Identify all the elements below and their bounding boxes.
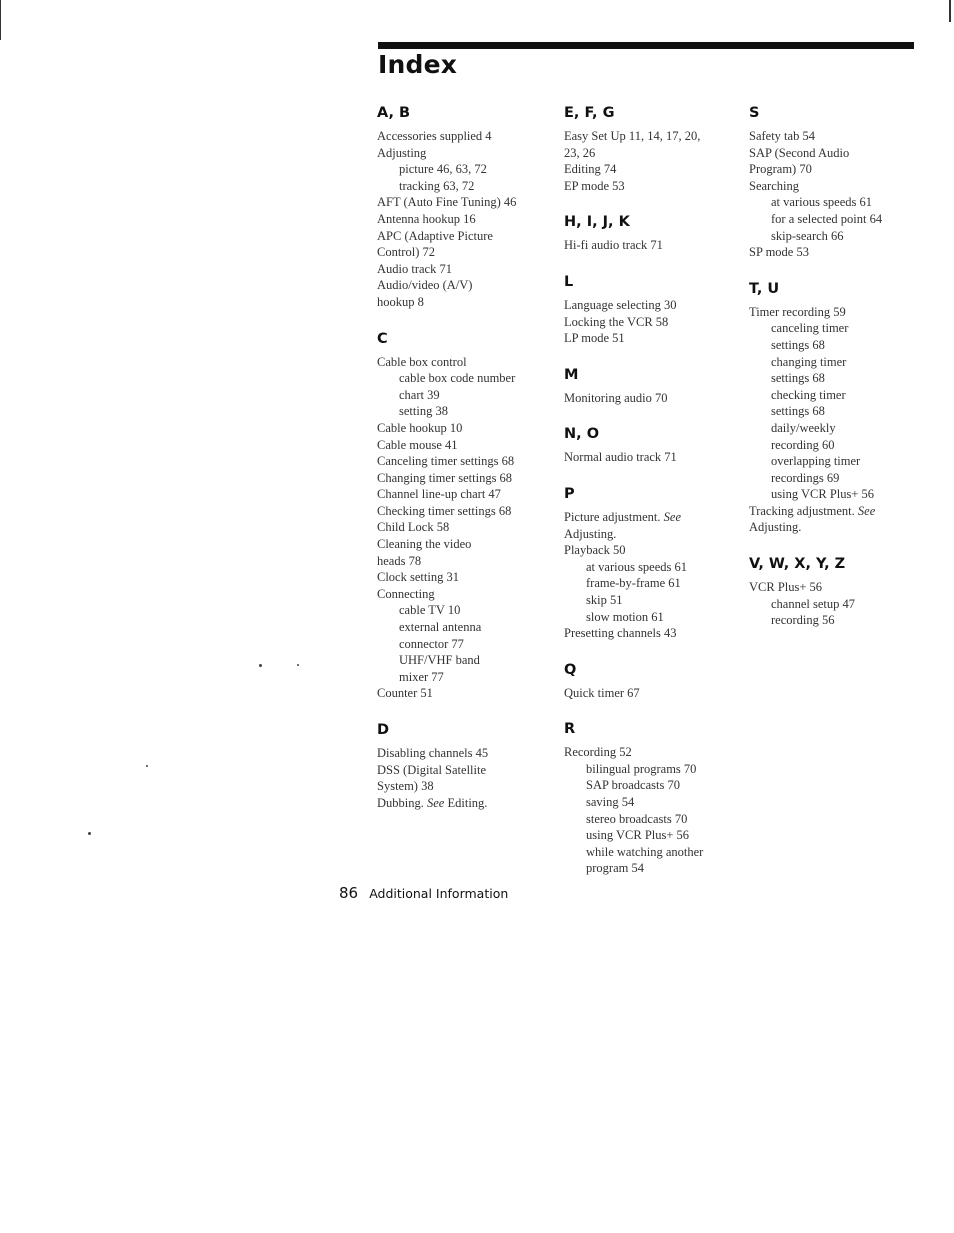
index-entry [377, 586, 547, 603]
entry-text: settings 68 [771, 371, 825, 386]
entry-text: APC (Adaptive Picture [377, 228, 493, 243]
index-subentry [564, 827, 734, 844]
index-subentry [749, 486, 919, 503]
index-subentry [564, 777, 734, 794]
index-entry [564, 128, 734, 161]
entry-line [564, 128, 734, 145]
index-entry [564, 297, 734, 314]
entry-line [377, 145, 547, 162]
index-column-2 [564, 103, 734, 895]
entry-text: changing timer [771, 354, 847, 369]
entry-text: tracking 63, 72 [399, 178, 475, 193]
index-entry [377, 519, 547, 536]
entry-text: DSS (Digital Satellite [377, 762, 487, 777]
entry-line [771, 453, 919, 470]
scan-speck [259, 664, 262, 667]
index-subentry [749, 387, 919, 420]
index-section [564, 424, 734, 466]
entry-line [771, 470, 919, 487]
index-entry [377, 795, 547, 812]
index-subentry [564, 559, 734, 576]
entry-line [586, 777, 734, 794]
entry-text: at various speeds 61 [771, 195, 873, 210]
index-subentry [749, 420, 919, 453]
entry-line [399, 387, 547, 404]
entry-line [564, 449, 734, 466]
index-entry [564, 625, 734, 642]
index-entry [377, 685, 547, 702]
index-entry [377, 128, 547, 145]
entry-text: Antenna hookup 16 [377, 211, 476, 226]
entry-text: mixer 77 [399, 669, 444, 684]
page-footer [339, 883, 508, 902]
entry-line [377, 486, 547, 503]
entry-text: cable TV 10 [399, 603, 461, 618]
scan-speck [88, 832, 91, 835]
entry-text: Tracking adjustment. [749, 503, 858, 518]
index-subentry [749, 194, 919, 211]
index-entry [377, 277, 547, 310]
entry-line [586, 844, 734, 861]
entry-line [749, 128, 919, 145]
entry-text: saving 54 [586, 795, 635, 810]
entry-text: Adjusting [377, 145, 427, 160]
entry-text: skip-search 66 [771, 228, 844, 243]
entry-line [749, 503, 919, 520]
entry-line [377, 778, 547, 795]
entry-text: connector 77 [399, 636, 464, 651]
entry-text: setting 38 [399, 404, 448, 419]
entry-line [377, 470, 547, 487]
entry-text: recordings 69 [771, 470, 840, 485]
entry-line [586, 761, 734, 778]
index-subentry [564, 811, 734, 828]
entry-text: at various speeds 61 [586, 559, 688, 574]
section-heading: V, W, X, Y, Z [749, 556, 846, 573]
index-column-3 [749, 103, 919, 647]
entry-text: recording 60 [771, 437, 835, 452]
index-entry [564, 744, 734, 761]
entry-text: Canceling timer settings 68 [377, 454, 515, 469]
index-entry [564, 542, 734, 559]
entry-line [564, 314, 734, 331]
entry-text: canceling timer [771, 321, 849, 336]
index-subentry [564, 844, 734, 877]
index-entry [564, 390, 734, 407]
title-rule [378, 42, 914, 49]
entry-text: UHF/VHF band [399, 653, 480, 668]
entry-text: Picture adjustment. [564, 509, 664, 524]
entry-text: SAP (Second Audio [749, 145, 850, 160]
index-subentry [749, 354, 919, 387]
entry-text: stereo broadcasts 70 [586, 811, 688, 826]
entry-text: daily/weekly [771, 420, 836, 435]
section-heading: E, F, G [564, 105, 615, 121]
entry-line [771, 596, 919, 613]
entry-text: SP mode 53 [749, 245, 809, 260]
index-entry [377, 486, 547, 503]
index-section [564, 719, 734, 877]
entry-text: slow motion 61 [586, 609, 664, 624]
entry-line [377, 128, 547, 145]
section-heading: M [564, 366, 579, 383]
entry-line [771, 370, 919, 387]
entry-text: Cable hookup 10 [377, 420, 463, 435]
entry-text: Control) 72 [377, 245, 435, 260]
section-heading: P [564, 485, 575, 502]
entry-text: Cable box control [377, 354, 467, 369]
entry-line [749, 145, 919, 162]
index-entry [377, 569, 547, 586]
index-subentry [377, 370, 547, 403]
entry-line [749, 178, 919, 195]
entry-text: settings 68 [771, 404, 825, 419]
entry-text: Program) 70 [749, 162, 812, 177]
index-entry [564, 449, 734, 466]
index-subentry [749, 320, 919, 353]
index-entry [377, 354, 547, 371]
entry-line [586, 609, 734, 626]
entry-text: Safety tab 54 [749, 129, 815, 143]
index-section [564, 660, 734, 702]
entry-text: using VCR Plus+ 56 [586, 828, 690, 843]
index-entry [377, 437, 547, 454]
index-entry [377, 470, 547, 487]
entry-line [771, 228, 919, 245]
index-section [564, 212, 734, 254]
entry-text: Quick timer 67 [564, 685, 640, 700]
entry-line [771, 486, 919, 503]
index-entry [377, 261, 547, 278]
index-entry [564, 330, 734, 347]
entry-text: external antenna [399, 620, 482, 635]
entry-text: Normal audio track 71 [564, 450, 677, 465]
entry-text: Changing timer settings 68 [377, 470, 513, 485]
entry-text: overlapping timer [771, 454, 861, 469]
entry-line [586, 794, 734, 811]
index-entry [564, 314, 734, 331]
entry-line [749, 244, 919, 261]
entry-line [399, 652, 547, 669]
index-subentry [749, 211, 919, 228]
entry-line [586, 559, 734, 576]
entry-line [377, 437, 547, 454]
entry-line [377, 762, 547, 779]
index-section [749, 279, 919, 536]
entry-line [377, 795, 547, 812]
entry-text: Channel line-up chart 47 [377, 487, 501, 502]
entry-line [377, 261, 547, 278]
entry-text: checking timer [771, 387, 846, 402]
entry-text: Dubbing. [377, 795, 427, 810]
index-section [377, 103, 547, 311]
section-heading: D [377, 722, 390, 738]
index-column-1 [377, 103, 547, 829]
entry-text: Clock setting 31 [377, 570, 459, 585]
index-section [564, 103, 734, 194]
index-subentry [377, 403, 547, 420]
entry-text: Language selecting 30 [564, 297, 677, 312]
entry-text: Recording 52 [564, 745, 632, 760]
entry-text: recording 56 [771, 613, 835, 628]
entry-text: while watching another [586, 844, 704, 859]
entry-text: hookup 8 [377, 294, 424, 309]
entry-text: Cable mouse 41 [377, 437, 458, 452]
entry-line [564, 237, 734, 254]
entry-text: Timer recording 59 [749, 304, 846, 319]
see-reference: See [663, 509, 681, 524]
entry-line [771, 211, 919, 228]
entry-line [377, 586, 547, 603]
index-entry [564, 161, 734, 178]
entry-text: VCR Plus+ 56 [749, 580, 823, 595]
entry-text: Accessories supplied 4 [377, 129, 492, 143]
entry-line [771, 403, 919, 420]
index-subentry [377, 161, 547, 178]
scan-edge-right [949, 0, 951, 22]
entry-line [377, 503, 547, 520]
entry-line [399, 669, 547, 686]
entry-line [377, 354, 547, 371]
index-subentry [749, 453, 919, 486]
entry-line [377, 228, 547, 245]
entry-text: System) 38 [377, 779, 434, 794]
entry-text: Audio track 71 [377, 261, 452, 276]
index-entry [564, 237, 734, 254]
entry-line [377, 294, 547, 311]
index-subentry [564, 575, 734, 592]
entry-text: Locking the VCR 58 [564, 314, 669, 329]
entry-text: bilingual programs 70 [586, 761, 697, 776]
index-entry [749, 145, 919, 178]
entry-line [377, 553, 547, 570]
index-section [564, 365, 734, 407]
entry-line [377, 536, 547, 553]
page-number: 86 [339, 884, 359, 902]
index-entry [564, 685, 734, 702]
index-entry [377, 420, 547, 437]
entry-text: settings 68 [771, 337, 825, 352]
entry-line [564, 542, 734, 559]
entry-line [399, 178, 547, 195]
entry-text: for a selected point 64 [771, 211, 883, 226]
entry-line [771, 437, 919, 454]
index-entry [749, 304, 919, 321]
entry-line [564, 145, 734, 162]
scan-edge-left [0, 0, 1, 40]
entry-line [399, 602, 547, 619]
index-subentry [564, 609, 734, 626]
entry-text: SAP broadcasts 70 [586, 778, 680, 793]
see-reference: See [857, 503, 876, 518]
entry-line [749, 579, 919, 596]
see-target: Adjusting. [564, 526, 617, 541]
index-section [749, 554, 919, 629]
index-entry [749, 178, 919, 195]
entry-text: Checking timer settings 68 [377, 503, 512, 518]
entry-text: Disabling channels 45 [377, 746, 489, 760]
section-heading: N, O [564, 426, 600, 443]
index-entry [749, 503, 919, 536]
index-entry [377, 453, 547, 470]
entry-text: skip 51 [586, 592, 623, 607]
entry-text: Easy Set Up 11, 14, 17, 20, [564, 129, 701, 143]
entry-line [771, 420, 919, 437]
entry-line [771, 612, 919, 629]
entry-line [749, 304, 919, 321]
page-title: Index [378, 50, 458, 79]
entry-line [564, 161, 734, 178]
index-subentry [564, 794, 734, 811]
section-heading: S [749, 105, 760, 121]
entry-text: program 54 [586, 861, 644, 876]
entry-text: Hi-fi audio track 71 [564, 238, 663, 253]
entry-text: heads 78 [377, 553, 422, 568]
entry-text: Child Lock 58 [377, 520, 450, 535]
index-section [564, 484, 734, 642]
index-subentry [377, 652, 547, 685]
index-entry [564, 509, 734, 542]
entry-text: Cleaning the video [377, 537, 472, 552]
entry-line [771, 337, 919, 354]
entry-line [377, 211, 547, 228]
entry-line [377, 569, 547, 586]
index-subentry [749, 228, 919, 245]
index-entry [377, 145, 547, 162]
entry-line [771, 354, 919, 371]
entry-line [564, 297, 734, 314]
entry-text: frame-by-frame 61 [586, 576, 681, 591]
index-subentry [377, 602, 547, 619]
entry-text: Connecting [377, 586, 435, 601]
section-heading: H, I, J, K [564, 214, 630, 231]
entry-line [564, 685, 734, 702]
index-section [377, 720, 547, 811]
index-subentry [564, 761, 734, 778]
index-subentry [749, 612, 919, 629]
index-entry [749, 579, 919, 596]
see-reference: See [427, 795, 445, 810]
entry-line [564, 390, 734, 407]
entry-text: AFT (Auto Fine Tuning) 46 [377, 195, 517, 210]
entry-text: picture 46, 63, 72 [399, 162, 487, 177]
section-heading: R [564, 721, 576, 738]
entry-line [771, 194, 919, 211]
entry-line [564, 330, 734, 347]
entry-line [771, 387, 919, 404]
entry-line [377, 453, 547, 470]
entry-line [399, 161, 547, 178]
entry-line [586, 860, 734, 877]
entry-text: EP mode 53 [564, 178, 625, 193]
index-entry [564, 178, 734, 195]
section-heading: A, B [377, 105, 411, 121]
entry-line [377, 277, 547, 294]
entry-text: Counter 51 [377, 686, 433, 701]
entry-text: using VCR Plus+ 56 [771, 487, 875, 502]
index-subentry [749, 596, 919, 613]
entry-text: Audio/video (A/V) [377, 278, 473, 293]
entry-line [399, 403, 547, 420]
entry-line [586, 592, 734, 609]
entry-line [564, 625, 734, 642]
entry-line [564, 509, 734, 526]
entry-text: Monitoring audio 70 [564, 390, 668, 405]
see-target: Editing. [444, 795, 488, 810]
entry-line [377, 194, 547, 211]
entry-line [586, 575, 734, 592]
section-heading: Q [564, 661, 577, 678]
scan-speck [297, 664, 299, 666]
entry-text: chart 39 [399, 387, 440, 402]
index-entry [749, 244, 919, 261]
entry-line [377, 685, 547, 702]
entry-line [586, 827, 734, 844]
entry-line [564, 744, 734, 761]
entry-line [377, 745, 547, 762]
section-heading: C [377, 330, 388, 347]
index-entry [377, 503, 547, 520]
entry-text: LP mode 51 [564, 331, 625, 346]
entry-line [377, 244, 547, 261]
index-entry [377, 762, 547, 795]
index-subentry [377, 178, 547, 195]
entry-text: Playback 50 [564, 543, 626, 558]
entry-line [399, 619, 547, 636]
entry-line [377, 420, 547, 437]
entry-text: channel setup 47 [771, 596, 856, 611]
entry-line [771, 320, 919, 337]
index-entry [377, 194, 547, 211]
section-heading: L [564, 273, 574, 290]
entry-text: 23, 26 [564, 145, 596, 160]
index-section [564, 272, 734, 347]
entry-line [749, 161, 919, 178]
index-entry [749, 128, 919, 145]
section-heading: T, U [749, 280, 780, 297]
entry-text: Searching [749, 178, 799, 193]
index-section [377, 329, 547, 702]
index-section [749, 103, 919, 261]
entry-line [564, 178, 734, 195]
scan-speck [146, 765, 148, 767]
entry-line [586, 811, 734, 828]
index-entry [377, 745, 547, 762]
entry-line [399, 370, 547, 387]
entry-line [399, 636, 547, 653]
footer-section-title: Additional Information [369, 886, 509, 901]
entry-text: Presetting channels 43 [564, 626, 677, 641]
entry-line [377, 519, 547, 536]
index-entry [377, 228, 547, 261]
index-entry [377, 536, 547, 569]
index-subentry [564, 592, 734, 609]
entry-text: cable box code number [399, 371, 516, 386]
index-entry [377, 211, 547, 228]
see-target: Adjusting. [749, 520, 802, 535]
index-subentry [377, 619, 547, 652]
entry-text: Editing 74 [564, 162, 617, 177]
